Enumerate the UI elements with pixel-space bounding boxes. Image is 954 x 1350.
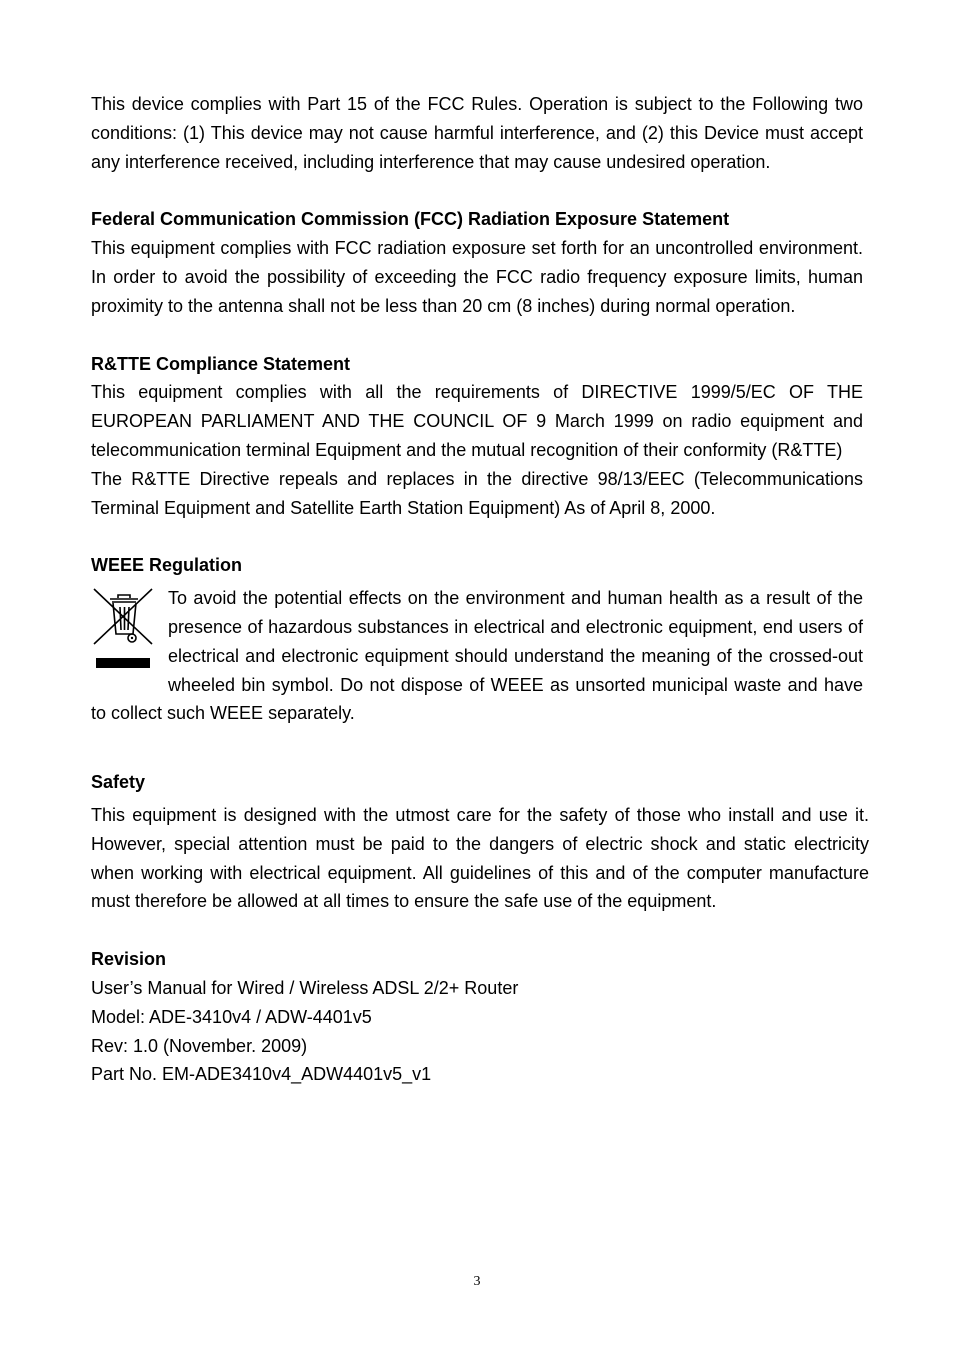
rtte-heading: R&TTE Compliance Statement <box>91 353 351 374</box>
weee-section <box>91 551 863 728</box>
revision-rev: Rev: 1.0 (November. 2009) <box>91 1035 308 1056</box>
section-gap <box>91 176 863 205</box>
section-gap <box>91 321 863 350</box>
revision-heading: Revision <box>91 949 167 970</box>
fcc-radiation-heading: Federal Communication Commission (FCC) Radiation Exposure Statement <box>91 209 730 230</box>
revision-model: Model: ADE-3410v4 / ADW-4401v5 <box>91 1006 372 1027</box>
fcc-radiation-section <box>91 205 863 320</box>
rtte-paragraph-2: The R&TTE Directive repeals and replaces in the directive 98/13/EEC (Telecommunications Terminal Equipment and Satellite Earth Station Equipment) As of April 8, 2000. <box>91 468 863 518</box>
weee-paragraph: To avoid the potential effects on the environment and human health as a result of the presence of hazardous substances in electrical and electronic equipment, end users of electrical and electronic equipment should understand the meaning of the crossed-out wheeled bin symbol. Do not dispose of WEEE as unsorted municipal waste and have to collect such WEEE separately. <box>91 588 863 724</box>
fcc-radiation-paragraph: This equipment complies with FCC radiation exposure set forth for an uncontrolled environment. In order to avoid the possibility of exceeding the FCC radio frequency exposure limits, human proximity to the antenna shall not be less than 20 cm (8 inches) during normal operation. <box>91 238 863 316</box>
weee-heading: WEEE Regulation <box>91 555 243 576</box>
section-gap <box>91 916 863 945</box>
fcc-rules-paragraph: This device complies with Part 15 of the FCC Rules. Operation is subject to the Following two conditions: (1) This device may not cause harmful interference, and (2) this Device must accept any interference received, including interference that may cause undesired operation. <box>91 94 863 172</box>
weee-block <box>91 584 863 728</box>
section-gap <box>91 522 863 551</box>
rtte-section <box>91 350 863 523</box>
document-page <box>91 90 869 1089</box>
safety-section <box>91 768 869 916</box>
page-number: 3 <box>473 1274 481 1289</box>
revision-part-number: Part No. EM-ADE3410v4_ADW4401v5_v1 <box>91 1064 432 1085</box>
crossed-out-wheeled-bin-icon <box>91 586 157 672</box>
safety-paragraph: This equipment is designed with the utmost care for the safety of those who install and use it. However, special attention must be paid to the dangers of electric shock and static electricity when working with electrical equipment. All guidelines of this and of the computer manufacture must therefore be allowed at all times to ensure the safe use of the equipment. <box>91 804 869 912</box>
section-gap <box>91 728 863 768</box>
revision-section <box>91 945 863 1089</box>
rtte-paragraph-1: This equipment complies with all the requirements of DIRECTIVE 1999/5/EC OF THE EUROPEAN PARLIAMENT AND THE COUNCIL OF 9 March 1999 on radio equipment and telecommunication terminal Equipment and the mutual recognition of their conformity (R&TTE) <box>91 382 863 460</box>
revision-manual-title: User’s Manual for Wired / Wireless ADSL 2/2+ Router <box>91 977 519 998</box>
safety-heading: Safety <box>91 772 146 793</box>
